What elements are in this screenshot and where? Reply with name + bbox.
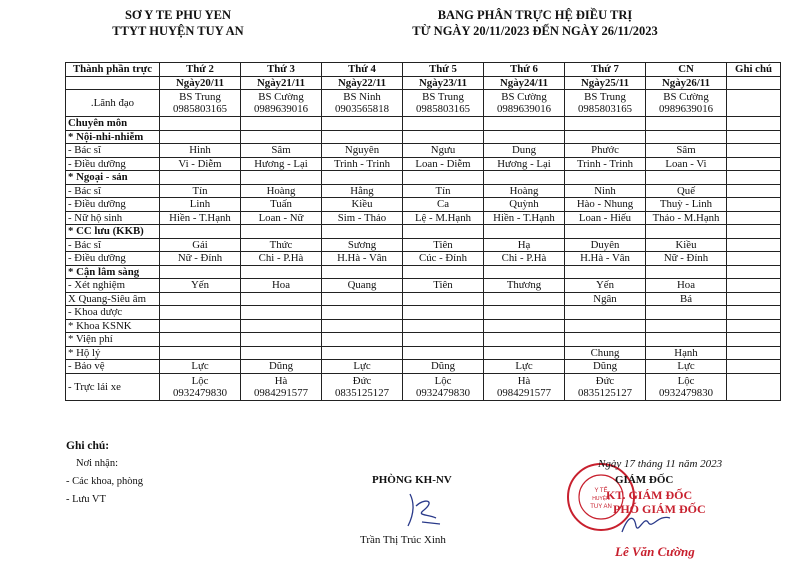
row-label: * Khoa KSNK (66, 319, 160, 333)
table-cell: Hoa (646, 279, 727, 293)
table-row (66, 252, 781, 266)
recipients-title: Nơi nhận: (76, 458, 119, 469)
leader-phone: 0989639016 (497, 103, 551, 115)
table-cell: Quế (646, 184, 727, 198)
table-cell (322, 333, 403, 347)
table-cell: Tuấn (241, 198, 322, 212)
department-signature (402, 488, 444, 530)
table-cell: Dũng (565, 360, 646, 374)
table-cell: Loan - Nữ (241, 211, 322, 225)
leader-cell (403, 90, 484, 117)
empty-cell (727, 373, 781, 400)
empty-cell (66, 76, 160, 90)
title-line-2: TỪ NGÀY 20/11/2023 ĐẾN NGÀY 26/11/2023 (412, 24, 658, 38)
table-cell: Ngưu (403, 144, 484, 158)
table-cell (403, 346, 484, 360)
leader-cell (565, 90, 646, 117)
table-cell (403, 333, 484, 347)
table-cell (646, 319, 727, 333)
driver-name: Lộc (191, 374, 209, 387)
leader-phone: 0989639016 (659, 103, 713, 115)
table-cell: H.Hà - Vân (322, 252, 403, 266)
driver-phone: 0932479830 (659, 386, 713, 399)
driver-name: Hà (274, 374, 288, 387)
table-cell: Dũng (241, 360, 322, 374)
date-header: Ngày24/11 (484, 76, 565, 90)
table-cell: Ninh (565, 184, 646, 198)
table-cell: Chung (565, 346, 646, 360)
table-cell (727, 198, 781, 212)
table-cell (727, 265, 781, 279)
table-cell (565, 117, 646, 131)
table-cell (322, 265, 403, 279)
table-cell (322, 346, 403, 360)
svg-text:TUY AN: TUY AN (590, 504, 612, 510)
table-cell (160, 346, 241, 360)
leader-name: BS Trung (422, 91, 464, 103)
table-cell (727, 319, 781, 333)
org-header (68, 7, 288, 39)
table-cell: Sương (322, 238, 403, 252)
row-label: * Ngoại - sản (66, 171, 160, 185)
director-title: GIÁM ĐỐC (615, 474, 674, 486)
driver-cell (646, 373, 727, 400)
table-cell (565, 130, 646, 144)
table-cell (646, 130, 727, 144)
table-cell (484, 333, 565, 347)
row-label: - Bác sĩ (66, 184, 160, 198)
table-cell (160, 306, 241, 320)
table-cell: Ca (403, 198, 484, 212)
table-cell (565, 319, 646, 333)
svg-text:HUYỆN: HUYỆN (592, 496, 610, 502)
table-cell (403, 265, 484, 279)
table-cell: Lực (484, 360, 565, 374)
corner-header: Thành phần trực (66, 63, 160, 77)
table-cell (484, 265, 565, 279)
leader-name: BS Trung (584, 91, 626, 103)
table-cell: H.Hà - Vân (565, 252, 646, 266)
table-cell (646, 306, 727, 320)
header-row (66, 63, 781, 77)
table-cell (241, 306, 322, 320)
table-cell (565, 333, 646, 347)
table-cell (646, 265, 727, 279)
driver-phone: 0932479830 (416, 386, 470, 399)
table-cell: Hoàng (241, 184, 322, 198)
table-cell (160, 117, 241, 131)
leader-phone: 0903565818 (335, 103, 389, 115)
note-header: Ghi chú (727, 63, 781, 77)
leader-phone: 0985803165 (416, 103, 470, 115)
table-cell (727, 306, 781, 320)
row-label: - Trực lái xe (66, 373, 160, 400)
empty-cell (727, 76, 781, 90)
driver-cell (241, 373, 322, 400)
table-row (66, 157, 781, 171)
leader-cell (322, 90, 403, 117)
day-header: CN (646, 63, 727, 77)
leader-name: BS Ninh (343, 91, 381, 103)
table-cell (646, 333, 727, 347)
table-cell: Hiền - T.Hạnh (484, 211, 565, 225)
row-label: X Quang-Siêu âm (66, 292, 160, 306)
table-cell: Tiên (403, 238, 484, 252)
table-cell: Hương - Lại (241, 157, 322, 171)
table-cell: Loan - Hiếu (565, 211, 646, 225)
section-row (66, 130, 781, 144)
table-row (66, 184, 781, 198)
table-cell: Sâm (646, 144, 727, 158)
table-cell (403, 225, 484, 239)
leader-cell (160, 90, 241, 117)
section-row (66, 171, 781, 185)
leader-phone: 0985803165 (578, 103, 632, 115)
day-header: Thứ 4 (322, 63, 403, 77)
recipient-line: - Các khoa, phòng (66, 476, 143, 487)
table-cell (322, 292, 403, 306)
table-cell (403, 171, 484, 185)
table-cell: Quỳnh (484, 198, 565, 212)
table-cell (646, 171, 727, 185)
table-cell (484, 306, 565, 320)
table-cell (484, 346, 565, 360)
table-cell: Tín (160, 184, 241, 198)
table-cell (322, 319, 403, 333)
date-header: Ngày22/11 (322, 76, 403, 90)
title-line-1: BANG PHÂN TRỰC HỆ ĐIỀU TRỊ (437, 8, 633, 22)
table-cell (322, 171, 403, 185)
driver-name: Hà (517, 374, 531, 387)
table-cell (160, 292, 241, 306)
table-row (66, 144, 781, 158)
table-cell (322, 225, 403, 239)
driver-name: Lộc (677, 374, 695, 387)
table-cell (403, 319, 484, 333)
date-header: Ngày25/11 (565, 76, 646, 90)
leader-cell (241, 90, 322, 117)
table-cell: Chi - P.Hà (241, 252, 322, 266)
table-row (66, 211, 781, 225)
table-cell: Thức (241, 238, 322, 252)
driver-phone: 0835125127 (335, 386, 389, 399)
day-header: Thứ 6 (484, 63, 565, 77)
table-cell: Sim - Thảo (322, 211, 403, 225)
table-cell (484, 171, 565, 185)
table-cell (241, 319, 322, 333)
notes-title: Ghi chú: (66, 440, 110, 452)
org-line-2: TTYT HUYỆN TUY AN (112, 24, 244, 38)
recipient-line: - Lưu VT (66, 494, 106, 505)
table-cell (160, 225, 241, 239)
table-cell (160, 333, 241, 347)
table-cell: Quang (322, 279, 403, 293)
row-label: * CC lưu (KKB) (66, 225, 160, 239)
table-cell (241, 333, 322, 347)
row-label: * Nội-nhi-nhiễm (66, 130, 160, 144)
row-label: - Bác sĩ (66, 238, 160, 252)
table-cell: Loan - Vi (646, 157, 727, 171)
table-cell (646, 225, 727, 239)
table-row (66, 238, 781, 252)
table-cell: Tín (403, 184, 484, 198)
table-cell: Cúc - Đính (403, 252, 484, 266)
table-cell: Hạ (484, 238, 565, 252)
table-cell (484, 117, 565, 131)
table-cell (160, 319, 241, 333)
table-cell: Hương - Lại (484, 157, 565, 171)
org-line-1: SƠ Y TE PHU YEN (124, 8, 232, 22)
table-cell: Hạnh (646, 346, 727, 360)
table-row (66, 319, 781, 333)
date-header: Ngày23/11 (403, 76, 484, 90)
leader-row (66, 90, 781, 117)
table-cell: Gái (160, 238, 241, 252)
svg-text:Y TẾ: Y TẾ (594, 488, 608, 494)
duty-schedule-table (65, 62, 781, 401)
section-row (66, 265, 781, 279)
document-title (330, 7, 740, 39)
table-cell (403, 130, 484, 144)
table-row (66, 306, 781, 320)
table-cell: Hằng (322, 184, 403, 198)
table-row (66, 279, 781, 293)
table-cell (727, 333, 781, 347)
table-cell: Trinh - Trinh (565, 157, 646, 171)
table-cell: Kiều (646, 238, 727, 252)
driver-name: Đức (595, 374, 615, 387)
row-label: - Xét nghiệm (66, 279, 160, 293)
table-cell: Lực (160, 360, 241, 374)
table-cell (727, 225, 781, 239)
row-label: - Điều dưỡng (66, 252, 160, 266)
table-cell (727, 171, 781, 185)
table-cell (241, 292, 322, 306)
table-cell (403, 306, 484, 320)
table-cell (241, 265, 322, 279)
table-cell (403, 292, 484, 306)
table-cell: Chi - P.Hà (484, 252, 565, 266)
leader-name: BS Cường (663, 91, 709, 103)
table-cell: Nữ - Đính (160, 252, 241, 266)
table-cell (727, 292, 781, 306)
table-cell: Hiền - T.Hạnh (160, 211, 241, 225)
department-signer: Trần Thị Trúc Xinh (360, 534, 446, 546)
table-cell: Tiên (403, 279, 484, 293)
table-cell (484, 292, 565, 306)
director-signature (618, 508, 674, 540)
table-cell (727, 144, 781, 158)
table-cell: Ngân (565, 292, 646, 306)
table-cell: Yến (565, 279, 646, 293)
driver-cell (565, 373, 646, 400)
table-cell: Bá (646, 292, 727, 306)
table-cell: Thuỳ - Linh (646, 198, 727, 212)
day-header: Thứ 7 (565, 63, 646, 77)
table-cell (565, 265, 646, 279)
leader-phone: 0985803165 (173, 103, 227, 115)
deputy-director-title: PHÓ GIÁM ĐỐC (613, 502, 706, 516)
table-cell: Lực (322, 360, 403, 374)
table-cell (403, 117, 484, 131)
table-row (66, 360, 781, 374)
leader-name: BS Trung (179, 91, 221, 103)
kt-director-line: KT. GIÁM ĐỐC (606, 488, 693, 502)
table-cell: Yến (160, 279, 241, 293)
department-title: PHÒNG KH-NV (372, 474, 452, 486)
table-cell: Phước (565, 144, 646, 158)
table-row (66, 333, 781, 347)
table-cell (241, 346, 322, 360)
day-header: Thứ 3 (241, 63, 322, 77)
table-cell (565, 171, 646, 185)
driver-cell (322, 373, 403, 400)
table-cell: Duyên (565, 238, 646, 252)
table-cell (241, 225, 322, 239)
table-cell (646, 117, 727, 131)
table-cell: Hoa (241, 279, 322, 293)
table-cell (727, 211, 781, 225)
table-cell: Hinh (160, 144, 241, 158)
date-header: Ngày26/11 (646, 76, 727, 90)
table-cell (241, 117, 322, 131)
table-cell (322, 306, 403, 320)
table-row (66, 346, 781, 360)
table-cell: Sâm (241, 144, 322, 158)
table-cell (160, 130, 241, 144)
date-header: Ngày20/11 (160, 76, 241, 90)
table-cell (727, 184, 781, 198)
driver-cell (484, 373, 565, 400)
table-cell (727, 279, 781, 293)
driver-name: Đức (352, 374, 372, 387)
table-cell: Thương (484, 279, 565, 293)
table-cell (241, 130, 322, 144)
row-label: * Viện phí (66, 333, 160, 347)
table-cell (727, 238, 781, 252)
row-label: Chuyên môn (66, 117, 160, 131)
table-cell: Nữ - Đính (646, 252, 727, 266)
driver-cell (403, 373, 484, 400)
row-label: - Bảo vệ (66, 360, 160, 374)
leader-phone: 0989639016 (254, 103, 308, 115)
driver-row (66, 373, 781, 400)
row-label: - Khoa dược (66, 306, 160, 320)
table-cell (727, 346, 781, 360)
leader-cell (484, 90, 565, 117)
table-cell (322, 117, 403, 131)
table-cell (322, 130, 403, 144)
table-cell: Vi - Diễm (160, 157, 241, 171)
row-label: - Bác sĩ (66, 144, 160, 158)
date-row (66, 76, 781, 90)
table-cell (160, 265, 241, 279)
row-label: - Điều dưỡng (66, 198, 160, 212)
table-row (66, 292, 781, 306)
table-cell: Thảo - M.Hạnh (646, 211, 727, 225)
sign-date: Ngày 17 tháng 11 năm 2023 (598, 458, 723, 470)
driver-phone: 0932479830 (173, 386, 227, 399)
driver-name: Lộc (434, 374, 452, 387)
table-cell: Linh (160, 198, 241, 212)
row-label: - Điều dưỡng (66, 157, 160, 171)
table-cell: Lực (646, 360, 727, 374)
row-label: * Hộ lý (66, 346, 160, 360)
row-label: .Lãnh đạo (66, 90, 160, 117)
driver-phone: 0984291577 (254, 386, 308, 399)
empty-cell (727, 90, 781, 117)
table-cell: Hào - Nhung (565, 198, 646, 212)
director-signer: Lê Văn Cường (615, 544, 695, 559)
driver-cell (160, 373, 241, 400)
day-header: Thứ 2 (160, 63, 241, 77)
table-cell (484, 225, 565, 239)
table-cell (727, 130, 781, 144)
leader-name: BS Cường (258, 91, 304, 103)
table-cell (241, 171, 322, 185)
section-row (66, 117, 781, 131)
table-cell (727, 360, 781, 374)
table-cell: Loan - Diễm (403, 157, 484, 171)
leader-name: BS Cường (501, 91, 547, 103)
table-cell (565, 306, 646, 320)
table-row (66, 198, 781, 212)
table-cell (727, 252, 781, 266)
table-cell: Kiều (322, 198, 403, 212)
table-cell: Trinh - Trinh (322, 157, 403, 171)
table-cell: Lệ - M.Hạnh (403, 211, 484, 225)
row-label: - Nữ hộ sinh (66, 211, 160, 225)
leader-cell (646, 90, 727, 117)
table-cell (484, 319, 565, 333)
table-cell (160, 171, 241, 185)
table-cell (727, 117, 781, 131)
row-label: * Cận lâm sàng (66, 265, 160, 279)
section-row (66, 225, 781, 239)
table-cell (727, 157, 781, 171)
table-cell: Nguyên (322, 144, 403, 158)
table-cell: Dũng (403, 360, 484, 374)
table-cell (565, 225, 646, 239)
table-cell (484, 130, 565, 144)
date-header: Ngày21/11 (241, 76, 322, 90)
driver-phone: 0984291577 (497, 386, 551, 399)
day-header: Thứ 5 (403, 63, 484, 77)
table-cell: Dung (484, 144, 565, 158)
table-cell: Hoàng (484, 184, 565, 198)
driver-phone: 0835125127 (578, 386, 632, 399)
